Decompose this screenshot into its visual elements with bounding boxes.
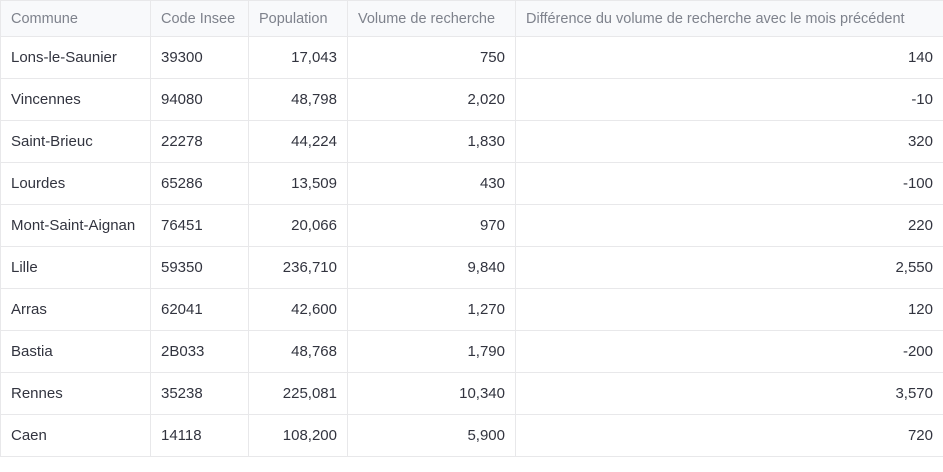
table-row (1, 163, 943, 205)
cell-volume: 1,830 (348, 121, 516, 163)
cell-commune: Lille (1, 247, 151, 289)
table-row (1, 121, 943, 163)
column-header-difference: Différence du volume de recherche avec le mois précédent (516, 1, 943, 37)
column-header-population: Population (249, 1, 348, 37)
table-row (1, 289, 943, 331)
cell-difference: 320 (516, 121, 943, 163)
cell-difference: 140 (516, 37, 943, 79)
table-header-row (1, 1, 943, 37)
table-body (1, 37, 943, 457)
cell-volume: 10,340 (348, 373, 516, 415)
cell-population: 20,066 (249, 205, 348, 247)
cell-population: 108,200 (249, 415, 348, 457)
cell-code_insee: 59350 (151, 247, 249, 289)
cell-commune: Lons-le-Saunier (1, 37, 151, 79)
cell-code_insee: 2B033 (151, 331, 249, 373)
table-row (1, 331, 943, 373)
cell-commune: Rennes (1, 373, 151, 415)
table-row (1, 79, 943, 121)
table-row (1, 205, 943, 247)
column-header-code_insee: Code Insee (151, 1, 249, 37)
cell-commune: Vincennes (1, 79, 151, 121)
cell-population: 42,600 (249, 289, 348, 331)
cell-volume: 9,840 (348, 247, 516, 289)
cell-volume: 1,270 (348, 289, 516, 331)
table-header (1, 1, 943, 37)
cell-population: 17,043 (249, 37, 348, 79)
column-header-commune: Commune (1, 1, 151, 37)
cell-volume: 5,900 (348, 415, 516, 457)
cell-population: 48,798 (249, 79, 348, 121)
cell-commune: Saint-Brieuc (1, 121, 151, 163)
cell-population: 236,710 (249, 247, 348, 289)
cell-difference: 720 (516, 415, 943, 457)
cell-commune: Caen (1, 415, 151, 457)
cell-code_insee: 22278 (151, 121, 249, 163)
cell-difference: -200 (516, 331, 943, 373)
cell-code_insee: 94080 (151, 79, 249, 121)
cell-volume: 750 (348, 37, 516, 79)
cell-volume: 970 (348, 205, 516, 247)
cell-commune: Mont-Saint-Aignan (1, 205, 151, 247)
cell-difference: 220 (516, 205, 943, 247)
table-row (1, 247, 943, 289)
cell-difference: 120 (516, 289, 943, 331)
cell-commune: Bastia (1, 331, 151, 373)
cell-population: 13,509 (249, 163, 348, 205)
table-row (1, 37, 943, 79)
cell-commune: Lourdes (1, 163, 151, 205)
cell-population: 48,768 (249, 331, 348, 373)
cell-commune: Arras (1, 289, 151, 331)
cell-code_insee: 35238 (151, 373, 249, 415)
cell-population: 225,081 (249, 373, 348, 415)
cell-difference: -10 (516, 79, 943, 121)
cell-code_insee: 62041 (151, 289, 249, 331)
cell-difference: 2,550 (516, 247, 943, 289)
cell-code_insee: 65286 (151, 163, 249, 205)
cell-volume: 1,790 (348, 331, 516, 373)
cell-code_insee: 14118 (151, 415, 249, 457)
cell-volume: 2,020 (348, 79, 516, 121)
cell-code_insee: 76451 (151, 205, 249, 247)
cell-difference: -100 (516, 163, 943, 205)
cell-code_insee: 39300 (151, 37, 249, 79)
table-row (1, 415, 943, 457)
column-header-volume: Volume de recherche (348, 1, 516, 37)
table-row (1, 373, 943, 415)
cell-volume: 430 (348, 163, 516, 205)
cell-difference: 3,570 (516, 373, 943, 415)
cell-population: 44,224 (249, 121, 348, 163)
